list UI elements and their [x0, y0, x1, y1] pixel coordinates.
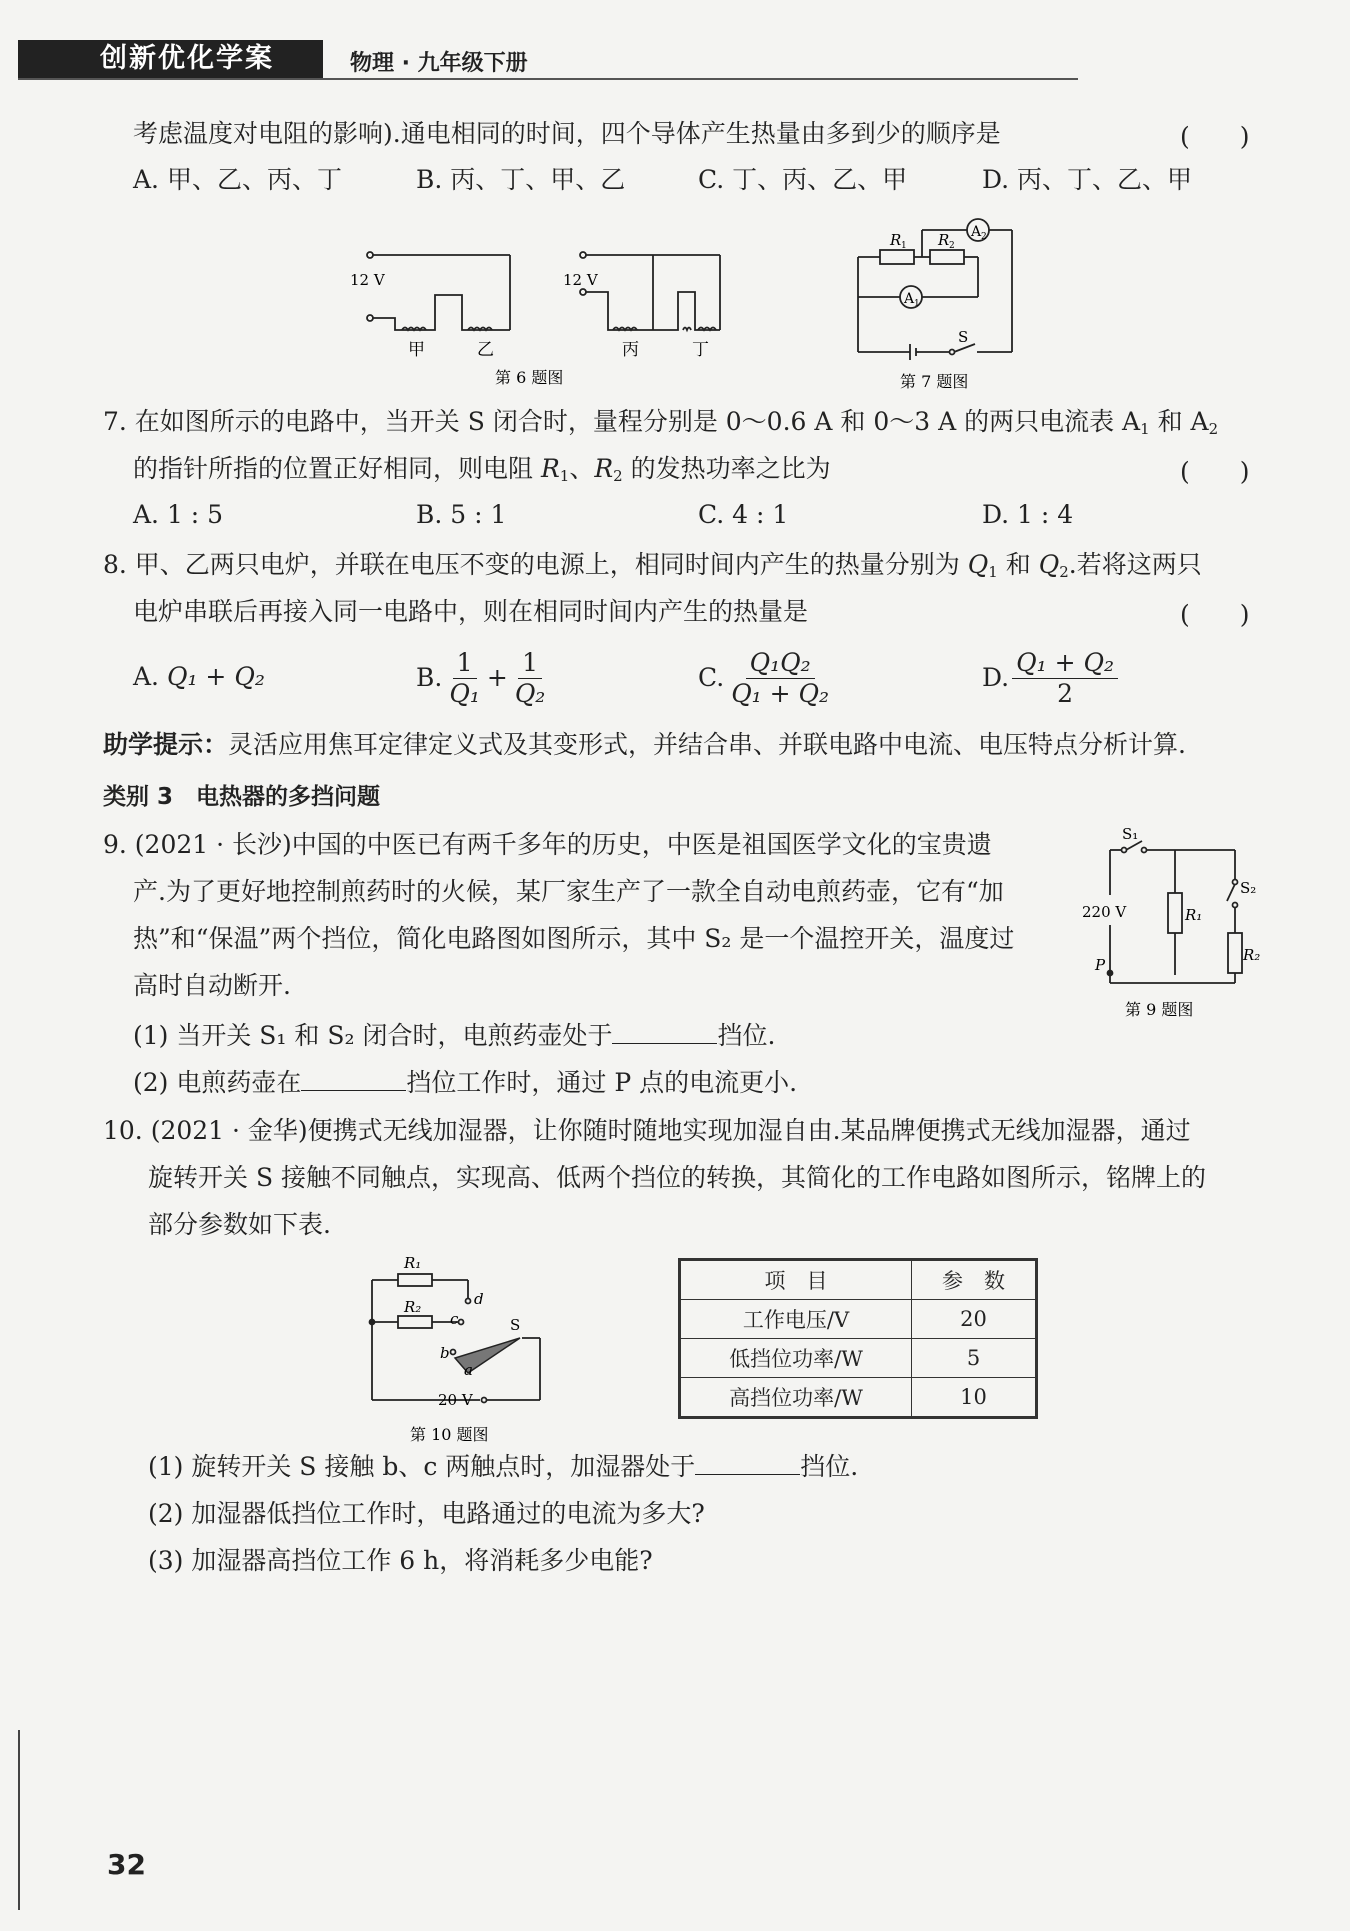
q8-option-a: A. Q₁ + Q₂	[133, 662, 265, 691]
fig7-a1: A	[904, 291, 915, 307]
q8-line1: 8. 甲、乙两只电炉，并联在电压不变的电源上，相同时间内产生的热量分别为 $Q_1$ 和 $Q_2$.若将这两只	[103, 550, 1202, 581]
fig6-label-jia: 甲	[408, 340, 425, 360]
category-heading: 类别 3 电热器的多挡问题	[103, 784, 381, 810]
q8-paren: ( )	[1180, 600, 1250, 629]
q9-sub1: (1) 当开关 S₁ 和 S₂ 闭合时，电煎药壶处于 挡位.	[133, 1021, 776, 1050]
fig10-a: a	[464, 1361, 473, 1379]
q10-sub2: (2) 加湿器低挡位工作时，电路通过的电流为多大?	[148, 1499, 705, 1528]
q6-option-d: D. 丙、丁、乙、甲	[982, 165, 1193, 194]
table-cell: 10	[912, 1378, 1037, 1418]
fig7-a2: A	[971, 224, 982, 240]
svg-text:2: 2	[981, 232, 987, 242]
q10-line-1: 10. (2021 · 金华)便携式无线加湿器，让你随时随地实现加湿自由.某品牌便携式无线加湿器，通过	[103, 1116, 1191, 1145]
figure-10	[360, 1250, 570, 1445]
fig6-voltage-left: 12 V	[350, 271, 385, 289]
q8-option-b: B. $\frac{1}{\text{Q₁}}$ + $\frac{1}{\text{Q₂}}$	[416, 647, 546, 708]
q7-paren: ( )	[1180, 457, 1250, 486]
q9-sub2: (2) 电煎药壶在 挡位工作时，通过 P 点的电流更小.	[133, 1068, 798, 1097]
fig7-r1: R	[890, 231, 902, 249]
q7-option-c: C. 4 : 1	[698, 500, 789, 529]
figure-7	[850, 212, 1030, 392]
q7-option-d: D. 1 : 4	[982, 500, 1074, 529]
fig9-s1: S₁	[1122, 825, 1139, 843]
fig10-s: S	[510, 1316, 521, 1334]
table-cell: 20	[912, 1300, 1037, 1339]
q10-blank-1[interactable]	[695, 1450, 800, 1475]
fig7-switch-label: S	[958, 328, 969, 346]
study-hint: 助学提示：灵活应用焦耳定律定义式及其变形式，并结合串、并联电路中电流、电压特点分析计算.	[103, 730, 1186, 759]
q10-param-table	[678, 1258, 1038, 1419]
q6-paren: ( )	[1180, 122, 1250, 151]
fig6-voltage-right: 12 V	[563, 271, 598, 289]
fig6-caption: 第 6 题图	[495, 368, 564, 387]
left-margin-rule	[18, 1730, 20, 1910]
table-cell: 高挡位功率/W	[680, 1378, 912, 1418]
q9-line-1: 9. (2021 · 长沙)中国的中医已有两千多年的历史，中医是祖国医学文化的宝贵遗	[103, 830, 992, 859]
q7-option-a: A. 1 : 5	[133, 500, 224, 529]
q8-option-c: C. $\frac{\text{Q₁Q₂}}{\text{Q₁ + Q₂}}$	[698, 647, 830, 708]
header-rule	[18, 78, 1078, 80]
q10-sub1: (1) 旋转开关 S 接触 b、c 两触点时，加湿器处于 挡位.	[148, 1452, 859, 1481]
q7-option-b: B. 5 : 1	[416, 500, 507, 529]
svg-text:1: 1	[914, 299, 920, 309]
table-header-value: 参 数	[912, 1260, 1037, 1300]
svg-text:2: 2	[949, 241, 955, 251]
q9-line-4: 高时自动断开.	[133, 971, 291, 1000]
table-row	[680, 1339, 1037, 1378]
table-cell: 低挡位功率/W	[680, 1339, 912, 1378]
fig9-r1: R₁	[1185, 906, 1203, 924]
table-cell: 5	[912, 1339, 1037, 1378]
q6-option-c: C. 丁、丙、乙、甲	[698, 165, 908, 194]
figure-9	[1080, 825, 1270, 1020]
fig10-b: b	[440, 1344, 450, 1362]
q9-blank-1[interactable]	[612, 1019, 717, 1044]
fig10-r2: R₂	[404, 1298, 422, 1316]
q9-line-2: 产.为了更好地控制煎药时的火候，某厂家生产了一款全自动电煎药壶，它有“加	[133, 877, 1004, 906]
fig6-label-bing: 丙	[622, 340, 639, 360]
q9-blank-2[interactable]	[301, 1066, 406, 1091]
header-brand: 创新优化学案	[100, 43, 274, 74]
q7-line2: 的指针所指的位置正好相同，则电阻 $R_1$、$R_2$ 的发热功率之比为	[133, 454, 831, 485]
svg-text:1: 1	[901, 241, 907, 251]
page-number: 32	[107, 1848, 146, 1881]
fig9-voltage: 220 V	[1082, 903, 1127, 921]
fig9-s2: S₂	[1240, 879, 1257, 897]
q10-sub3: (3) 加湿器高挡位工作 6 h，将消耗多少电能?	[148, 1546, 653, 1575]
table-header-row	[680, 1260, 1037, 1300]
q6-option-a: A. 甲、乙、丙、丁	[133, 165, 342, 194]
fig7-r2: R	[938, 231, 950, 249]
fig6-label-ding: 丁	[692, 340, 709, 360]
table-cell: 工作电压/V	[680, 1300, 912, 1339]
q6-stem: 考虑温度对电阻的影响).通电相同的时间，四个导体产生热量由多到少的顺序是	[133, 119, 1001, 148]
fig9-caption: 第 9 题图	[1125, 1000, 1194, 1019]
q10-line-3: 部分参数如下表.	[148, 1210, 331, 1239]
fig9-r2: R₂	[1243, 946, 1261, 964]
q7-line1: 7. 在如图所示的电路中，当开关 S 闭合时，量程分别是 0～0.6 A 和 0～3 A 的两只电流表 $A_1$ 和 $A_2$	[103, 407, 1219, 438]
figure-6	[340, 240, 740, 390]
table-row	[680, 1300, 1037, 1339]
fig6-label-yi: 乙	[477, 340, 494, 360]
fig10-d: d	[474, 1290, 484, 1308]
fig10-caption: 第 10 题图	[410, 1425, 489, 1444]
fig10-c: c	[450, 1310, 459, 1328]
q8-line2: 电炉串联后再接入同一电路中，则在相同时间内产生的热量是	[133, 597, 809, 626]
q10-line-2: 旋转开关 S 接触不同触点，实现高、低两个挡位的转换，其简化的工作电路如图所示，铭牌上的	[148, 1163, 1207, 1192]
fig10-voltage: 20 V	[438, 1391, 473, 1409]
q8-option-d: D. $\frac{\text{Q₁ + Q₂}}{2}$	[982, 643, 1121, 713]
table-row	[680, 1378, 1037, 1418]
table-header-item: 项 目	[680, 1260, 912, 1300]
fig10-r1: R₁	[404, 1254, 422, 1272]
q9-line-3: 热”和“保温”两个挡位，简化电路图如图所示，其中 S₂ 是一个温控开关，温度过	[133, 924, 1015, 953]
fig9-p: P	[1095, 956, 1106, 974]
q6-option-b: B. 丙、丁、甲、乙	[416, 165, 626, 194]
fig7-caption: 第 7 题图	[900, 372, 969, 391]
header-subject: 物理 · 九年级下册	[350, 51, 528, 76]
